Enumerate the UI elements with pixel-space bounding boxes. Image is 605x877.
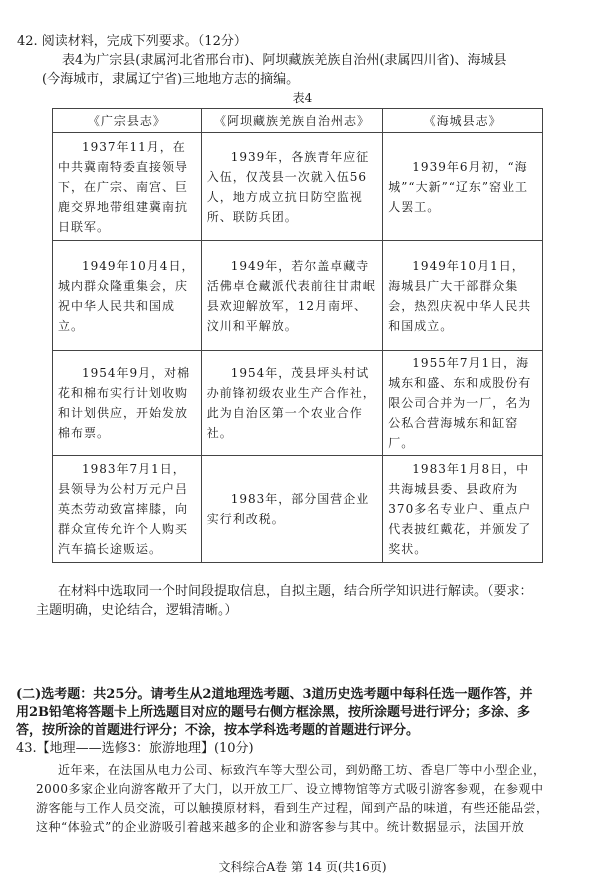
question-43-paragraph-line: 游客能与工作人员交流，可以触摸原材料，看到生产过程，闻到产品的味道，有些还能品尝， bbox=[36, 801, 549, 815]
question-42-intro-line-2: (今海城市，隶属辽宁省)三地地方志的摘编。 bbox=[42, 72, 300, 87]
table-row bbox=[53, 351, 543, 456]
question-43-paragraph-line: 近年来，在法国从电力公司、标致汽车等大型公司，到奶酪工坊、香皂厂等中小型企业， bbox=[58, 763, 546, 777]
table-cell: 1954年9月，对棉花和棉布实行计划收购和计划供应，开始发放棉布票。 bbox=[53, 351, 202, 456]
section-2-instructions-line-3: 答，按所涂的首题进行评分；不涂，按本学科选考题的首题进行评分。 bbox=[16, 723, 420, 738]
question-42-task-line-1: 在材料中选取同一个时间段提取信息，自拟主题，结合所学知识进行解读。（要求： bbox=[58, 584, 533, 599]
table-cell: 1955年7月1日，海城东和盛、东和成股份有限公司合并为一厂，名为公私合营海城东和缸窑厂。 bbox=[383, 351, 543, 456]
table-row bbox=[53, 456, 543, 563]
header-haicheng: 《海城县志》 bbox=[383, 109, 543, 133]
table-header-row bbox=[53, 109, 543, 133]
question-42-task-line-2: 主题明确，史论结合，逻辑清晰。） bbox=[36, 603, 238, 618]
table-caption: 表4 bbox=[292, 91, 313, 105]
table-cell: 1937年11月，在中共冀南特委直接领导下，在广宗、南宫、巨鹿交界地带组建冀南抗日联军。 bbox=[53, 133, 202, 241]
table-cell: 1954年，茂县坪头村试办前锋初级农业生产合作社，此为自治区第一个农业合作社。 bbox=[201, 351, 383, 456]
header-aba: 《阿坝藏族羌族自治州志》 bbox=[201, 109, 383, 133]
table-cell: 1983年7月1日，县领导为公村万元户吕英杰劳动致富摔膝，向群众宣传允许个人购买汽车搞长途贩运。 bbox=[53, 456, 202, 563]
question-43-title: 43.【地理——选修3：旅游地理】(10分) bbox=[16, 741, 254, 756]
table-cell: 1983年1月8日，中共海城县委、县政府为370多名专业户、重点户代表披红戴花，并颁发了奖状。 bbox=[383, 456, 543, 563]
question-43-paragraph-line: 这种“体验式”的企业游吸引着越来越多的企业和游客参与其中。统计数据显示，法国开放 bbox=[36, 820, 525, 834]
section-2-instructions-line-1: (二)选考题：共25分。请考生从2道地理选考题、3道历史选考题中每科任选一题作答，并 bbox=[16, 687, 533, 702]
question-42-title: 42. 阅读材料，完成下列要求。（12分） bbox=[17, 34, 247, 49]
question-43-paragraph-line: 2000多家企业向游客敞开了大门，以开放工厂、设立博物馆等方式吸引游客参观，在参观中 bbox=[36, 782, 544, 796]
table-row bbox=[53, 241, 543, 351]
page-footer: 文科综合A卷 第 14 页(共16页) bbox=[218, 860, 387, 874]
table-row bbox=[53, 133, 543, 241]
table-cell: 1949年10月1日，海城县广大干部群众集会，热烈庆祝中华人民共和国成立。 bbox=[383, 241, 543, 351]
table-cell: 1983年，部分国营企业实行利改税。 bbox=[201, 456, 383, 563]
local-gazetteer-table bbox=[52, 108, 543, 563]
table-cell: 1949年10月4日，城内群众隆重集会，庆祝中华人民共和国成立。 bbox=[53, 241, 202, 351]
section-2-instructions-line-2: 用2B铅笔将答题卡上所选题目对应的题号右侧方框涂黑，按所涂题号进行评分；多涂、多 bbox=[16, 705, 531, 720]
table-cell: 1939年，各族青年应征入伍，仅茂县一次就入伍56人，地方成立抗日防空监视所、联防兵团。 bbox=[201, 133, 383, 241]
table-cell: 1949年，若尔盖卓藏寺活佛卓仓藏派代表前往甘肃岷县欢迎解放军，12月南坪、汶川和平解放。 bbox=[201, 241, 383, 351]
header-guangzong: 《广宗县志》 bbox=[53, 109, 202, 133]
question-42-intro-line-1: 表4为广宗县(隶属河北省邢台市)、阿坝藏族羌族自治州(隶属四川省)、海城县 bbox=[62, 53, 507, 68]
table-cell: 1939年6月初，“海城”“大新”“辽东”窑业工人罢工。 bbox=[383, 133, 543, 241]
